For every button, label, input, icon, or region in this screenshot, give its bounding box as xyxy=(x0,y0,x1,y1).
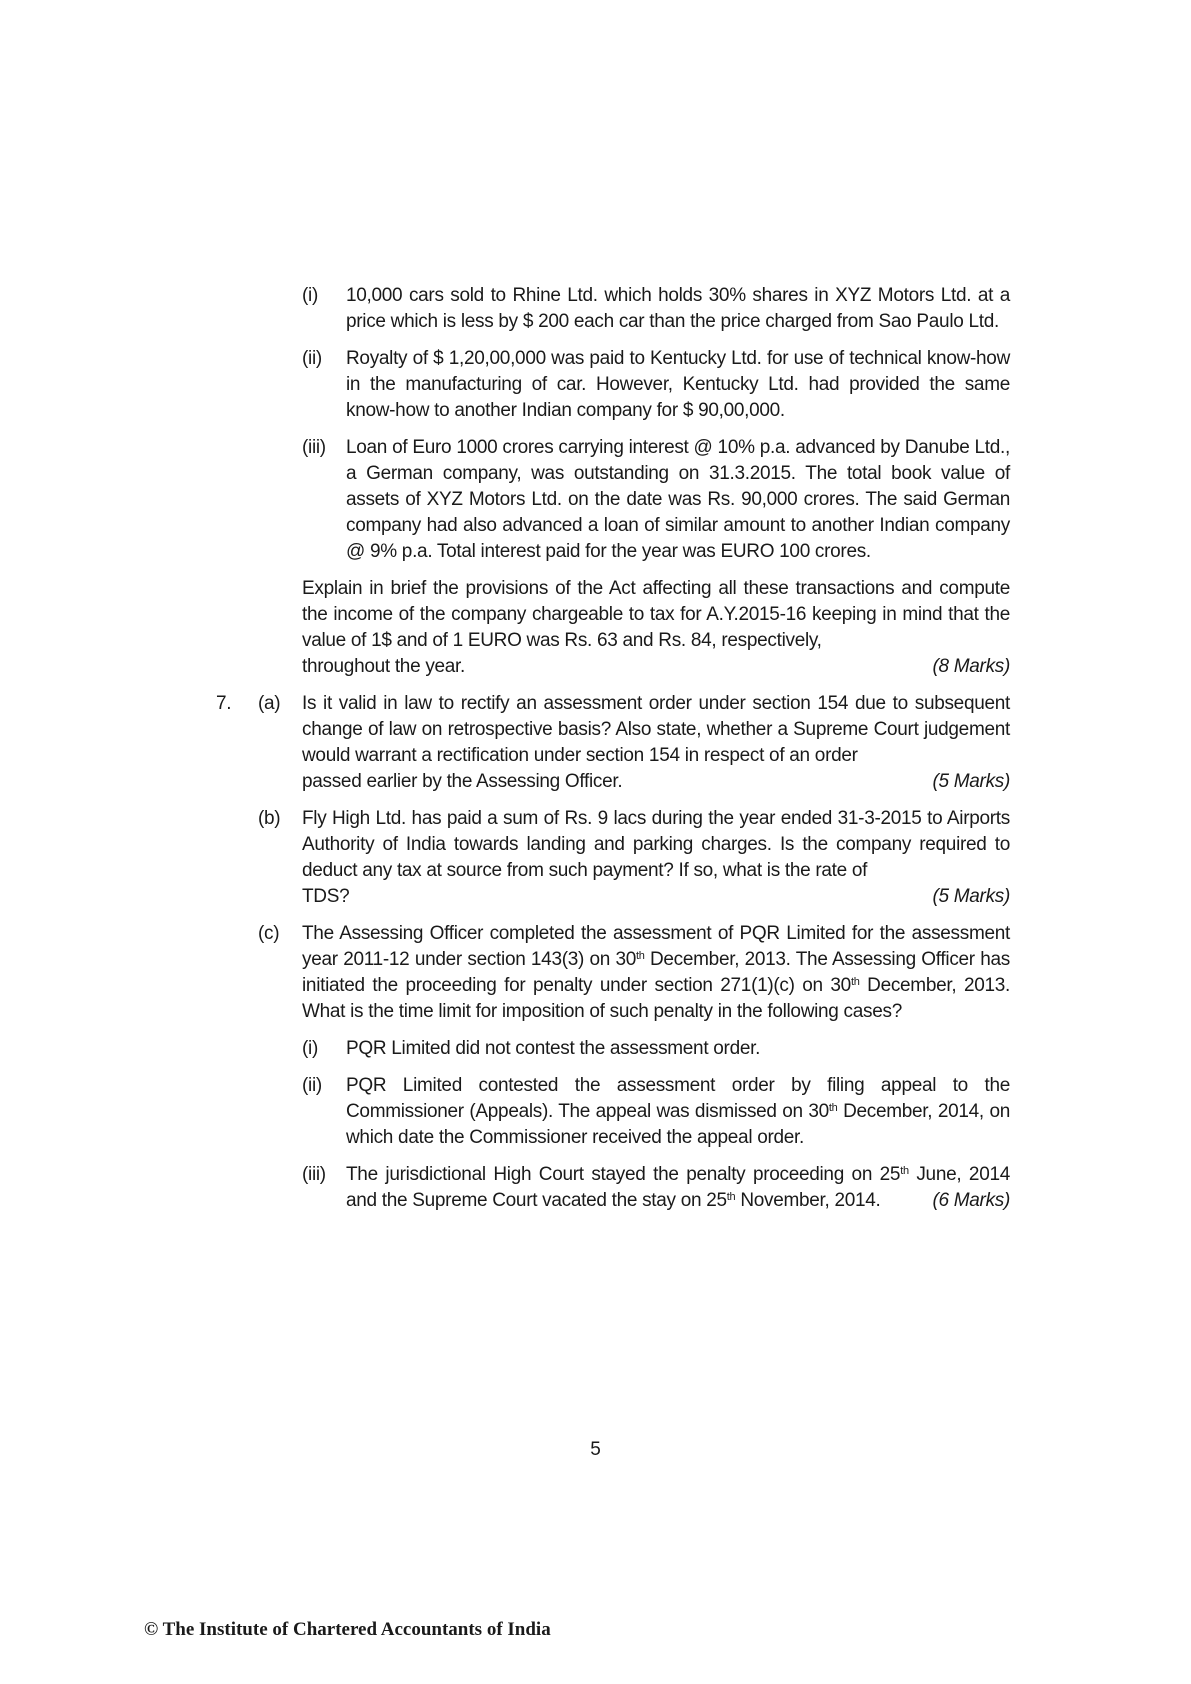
q6-item-ii xyxy=(302,346,1010,424)
part-letter: (b) xyxy=(258,808,281,829)
question-number: 7. xyxy=(216,693,232,714)
item-text xyxy=(346,1162,1010,1214)
item-text-1: PQR Limited contested the assessment order by filing appeal to the Commissioner (Appeals). The appeal was dismissed on 30 xyxy=(346,1075,1010,1122)
q6-item-i xyxy=(302,283,1010,335)
part-c-marks: (6 Marks) xyxy=(932,1190,1010,1211)
part-b-last-line xyxy=(302,884,1010,910)
footer-copyright: © The Institute of Chartered Accountants of India xyxy=(144,1619,551,1640)
ordinal-suffix: th xyxy=(900,1165,909,1177)
item-last-text xyxy=(346,1188,881,1214)
item-text: 10,000 cars sold to Rhine Ltd. which holds 30% shares in XYZ Motors Ltd. at a price which is less by $ 200 each car than the price charged from Sao Paulo Ltd. xyxy=(346,285,1010,332)
part-b-marks: (5 Marks) xyxy=(932,886,1010,907)
item-number: (ii) xyxy=(302,348,322,369)
q6-marks: (8 Marks) xyxy=(932,656,1010,677)
item-text: PQR Limited did not contest the assessment order. xyxy=(346,1038,761,1059)
part-a-text: Is it valid in law to rectify an assessment order under section 154 due to subsequent change of law on retrospective basis? Also state, whether a Supreme Court judgement would warrant a rectification under section 154 in respect of an order xyxy=(302,693,1010,766)
item-number: (iii) xyxy=(302,1164,326,1185)
item-number: (iii) xyxy=(302,437,326,458)
q7c-item-i xyxy=(302,1036,1010,1062)
page-number: 5 xyxy=(590,1439,601,1460)
q6-item-iii xyxy=(302,435,1010,565)
part-letter: (a) xyxy=(258,693,281,714)
q7-part-a xyxy=(216,691,1010,795)
ordinal-suffix: th xyxy=(635,950,645,962)
item-last-text-1: and the Supreme Court vacated the stay on 25 xyxy=(346,1190,727,1211)
part-c-text-2: December, 2013. The Assessing Officer has initiated the proceeding for penalty under section 271(1)(c) on 30 xyxy=(302,949,1010,996)
part-c-text-1: The Assessing Officer completed the assessment of PQR Limited for the assessment year 2011-12 under section 143(3) on 30 xyxy=(302,923,1010,970)
part-a-last-text: passed earlier by the Assessing Officer. xyxy=(302,771,623,792)
ordinal-suffix: th xyxy=(850,976,860,988)
explain-text: Explain in brief the provisions of the Act affecting all these transactions and compute the income of the company chargeable to tax for A.Y.2015-16 keeping in mind that the value of 1$ and of 1 EURO was Rs. 63 and Rs. 84, respectively, xyxy=(302,578,1010,651)
explain-last-text: throughout the year. xyxy=(302,656,466,677)
item-last-text-2: November, 2014. xyxy=(735,1190,881,1211)
part-a-marks: (5 Marks) xyxy=(932,771,1010,792)
item-text xyxy=(346,1073,1010,1151)
item-number: (i) xyxy=(302,1038,318,1059)
ordinal-suffix: th xyxy=(726,1191,736,1203)
part-c-text xyxy=(302,921,1010,1025)
ordinal-suffix: th xyxy=(828,1102,838,1114)
explain-last-line xyxy=(302,654,1010,680)
part-a-last-line xyxy=(302,769,1010,795)
page-content xyxy=(0,283,1191,1225)
item-text: Royalty of $ 1,20,00,000 was paid to Kentucky Ltd. for use of technical know-how in the manufacturing of car. However, Kentucky Ltd. had provided the same know-how to another Indian company for $ 90,00,000. xyxy=(346,348,1010,421)
q7-part-c xyxy=(258,921,1010,1025)
q7-part-b xyxy=(258,806,1010,910)
q6-explain-paragraph xyxy=(302,576,1010,680)
item-text-2: June, 2014 xyxy=(908,1164,1010,1185)
q7c-item-iii xyxy=(302,1162,1010,1214)
q7c-item-ii xyxy=(302,1073,1010,1151)
item-text-2: December, 2014, on which date the Commissioner received the appeal order. xyxy=(346,1101,1010,1148)
part-b-last-text: TDS? xyxy=(302,886,350,907)
item-text: Loan of Euro 1000 crores carrying interest @ 10% p.a. advanced by Danube Ltd., a German company, was outstanding on 31.3.2015. The total book value of assets of XYZ Motors Ltd. on the date was Rs. 90,000 crores. The said German company had also advanced a loan of similar amount to another Indian company @ 9% p.a. Total interest paid for the year was EURO 100 crores. xyxy=(346,437,1010,562)
part-c-text-3: December, 2013. What is the time limit for imposition of such penalty in the following cases? xyxy=(302,975,1010,1022)
part-letter: (c) xyxy=(258,923,280,944)
item-number: (ii) xyxy=(302,1075,322,1096)
item-last-line xyxy=(346,1188,1010,1214)
item-text-1: The jurisdictional High Court stayed the penalty proceeding on 25 xyxy=(346,1164,901,1185)
item-number: (i) xyxy=(302,285,318,306)
part-b-text: Fly High Ltd. has paid a sum of Rs. 9 lacs during the year ended 31-3-2015 to Airports Authority of India towards landing and parking charges. Is the company required to deduct any tax at source from such payment? If so, what is the rate of xyxy=(302,808,1010,881)
item-first-line xyxy=(346,1162,1010,1188)
